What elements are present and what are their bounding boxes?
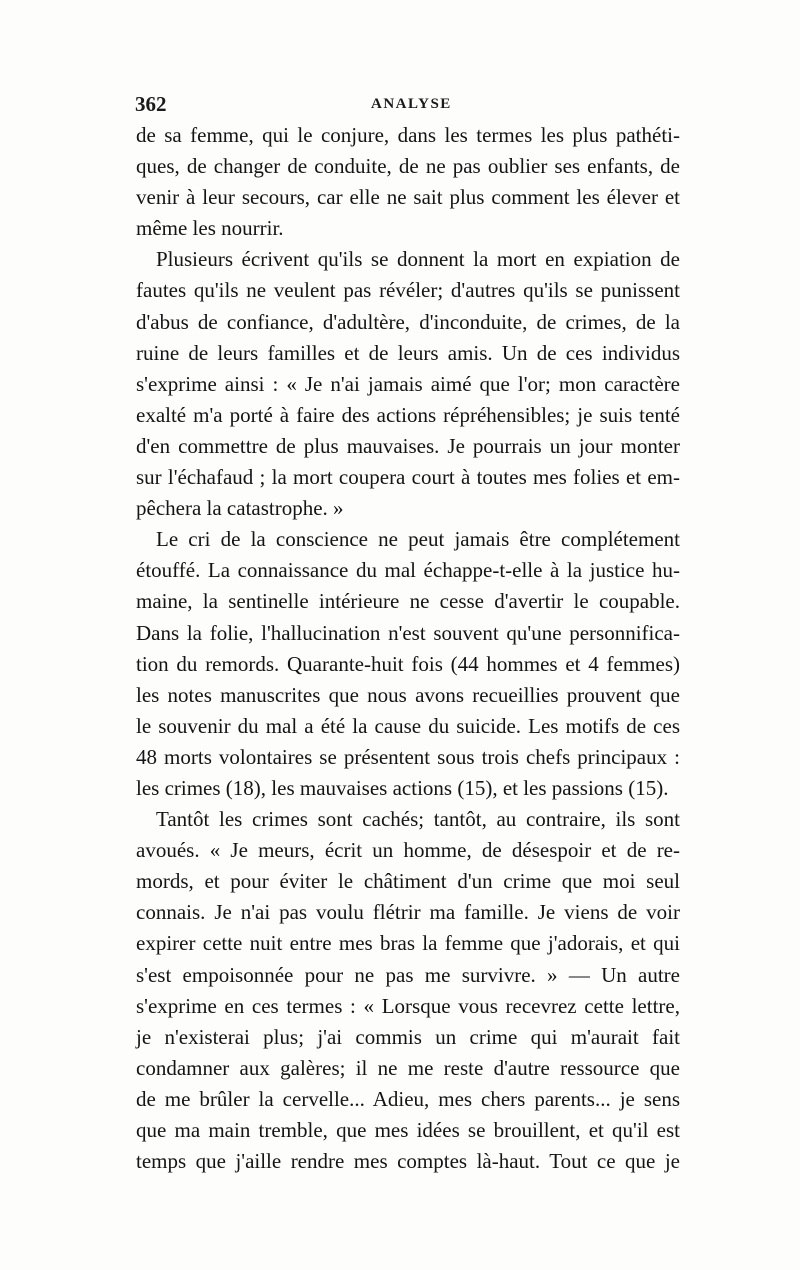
- text-line: de sa femme, qui le conjure, dans les termes les plus pathéti-: [136, 123, 680, 147]
- text-line: le souvenir du mal a été la cause du suicide. Les motifs de ces: [136, 713, 680, 738]
- text-line: je n'existerai plus; j'ai commis un crime qui m'aurait fait: [136, 1024, 680, 1049]
- text-line: s'est empoisonnée pour ne pas me survivre. » — Un autre: [136, 962, 680, 987]
- page-number: 362: [135, 92, 167, 116]
- text-line: temps que j'aille rendre mes comptes là-haut. Tout ce que je: [136, 1149, 680, 1174]
- text-line: Tantôt les crimes sont cachés; tantôt, au contraire, ils sont: [156, 807, 680, 832]
- text-line: Dans la folie, l'hallucination n'est souvent qu'une personnifica-: [136, 620, 680, 645]
- text-line: que ma main tremble, que mes idées se brouillent, et qu'il est: [136, 1118, 680, 1142]
- body-text: [136, 120, 680, 1177]
- text-line: pêchera la catastrophe. »: [136, 496, 344, 521]
- text-line: tion du remords. Quarante-huit fois (44 hommes et 4 femmes): [136, 651, 680, 676]
- text-line: exalté m'a porté à faire des actions répréhensibles; je suis tenté: [136, 402, 680, 427]
- text-line: sur l'échafaud ; la mort coupera court à toutes mes folies et em-: [136, 465, 680, 490]
- page-header: [135, 92, 675, 122]
- text-line: les notes manuscrites que nous avons recueillies prouvent que: [136, 682, 680, 707]
- text-line: même les nourrir.: [136, 216, 284, 241]
- running-title: ANALYSE: [371, 96, 452, 112]
- text-line: avoués. « Je meurs, écrit un homme, de désespoir et de re-: [136, 838, 680, 863]
- text-line: s'exprime en ces termes : « Lorsque vous recevrez cette lettre,: [136, 993, 680, 1018]
- text-line: fautes qu'ils ne veulent pas révéler; d'autres qu'ils se punissent: [136, 278, 680, 303]
- text-line: mords, et pour éviter le châtiment d'un crime que moi seul: [136, 869, 680, 894]
- text-line: expirer cette nuit entre mes bras la femme que j'adorais, et qui: [136, 931, 680, 956]
- text-line: venir à leur secours, car elle ne sait plus comment les élever et: [136, 185, 680, 210]
- text-line: condamner aux galères; il ne me reste d'autre ressource que: [136, 1055, 680, 1080]
- text-line: Le cri de la conscience ne peut jamais être complétement: [156, 527, 680, 552]
- text-line: s'exprime ainsi : « Je n'ai jamais aimé que l'or; mon caractère: [136, 371, 680, 396]
- text-line: 48 morts volontaires se présentent sous trois chefs principaux :: [136, 744, 680, 769]
- text-line: ques, de changer de conduite, de ne pas oublier ses enfants, de: [136, 154, 680, 179]
- text-line: Plusieurs écrivent qu'ils se donnent la mort en expiation de: [156, 247, 680, 272]
- text-line: d'en commettre de plus mauvaises. Je pourrais un jour monter: [136, 433, 680, 458]
- text-line: ruine de leurs familles et de leurs amis. Un de ces individus: [136, 340, 680, 365]
- text-line: connais. Je n'ai pas voulu flétrir ma famille. Je viens de voir: [136, 900, 680, 925]
- text-line: les crimes (18), les mauvaises actions (15), et les passions (15).: [136, 775, 669, 800]
- text-line: maine, la sentinelle intérieure ne cesse d'avertir le coupable.: [136, 589, 680, 614]
- text-line: de me brûler la cervelle... Adieu, mes chers parents... je sens: [136, 1086, 680, 1111]
- text-line: étouffé. La connaissance du mal échappe-t-elle à la justice hu-: [136, 558, 680, 583]
- text-line: d'abus de confiance, d'adultère, d'inconduite, de crimes, de la: [136, 309, 680, 334]
